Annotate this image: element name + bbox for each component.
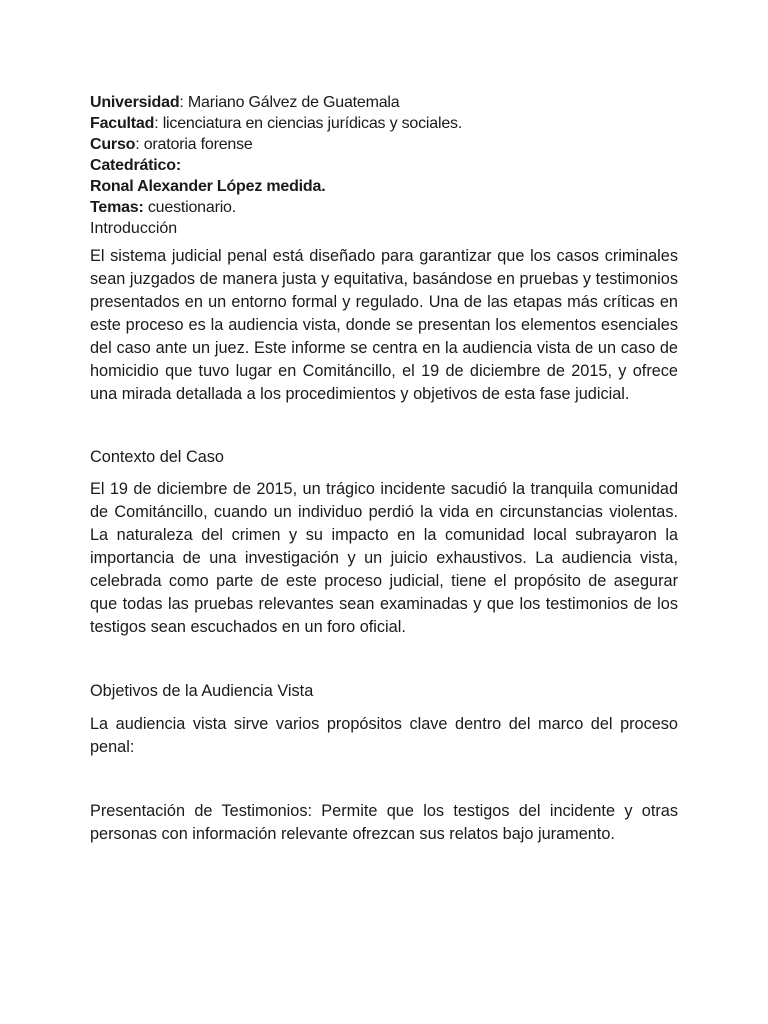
- university-label: Universidad: [90, 94, 180, 111]
- objectives-paragraph: La audiencia vista sirve varios propósitos clave dentro del marco del proceso penal:: [90, 715, 678, 756]
- context-heading: Contexto del Caso: [90, 448, 224, 466]
- intro-heading: Introducción: [90, 220, 178, 237]
- document-page: [90, 92, 678, 846]
- course-label: Curso: [90, 136, 136, 153]
- course-value: : oratoria forense: [135, 136, 253, 153]
- professor-name: Ronal Alexander López medida.: [90, 178, 326, 195]
- professor-label: Catedrático:: [90, 157, 181, 174]
- intro-paragraph: El sistema judicial penal está diseñado para garantizar que los casos criminales sean juzgados de manera justa y equitativa, basándose en pruebas y testimonios presentados en un entorno formal y regulado. Una de las etapas más críticas en este proceso es la audiencia vista, donde se presentan los elementos esenciales del caso ante un juez. Este informe se centra en la audiencia vista de un caso de homicidio que tuvo lugar en Comitáncillo, el 19 de diciembre de 2015, y ofrece una mirada detallada a los procedimientos y objetivos de esta fase judicial.: [90, 247, 678, 403]
- context-paragraph: El 19 de diciembre de 2015, un trágico incidente sacudió la tranquila comunidad de Comitáncillo, cuando un individuo perdió la vida en circunstancias violentas. La naturaleza del crimen y su impacto en la comunidad local subrayaron la importancia de una investigación y un juicio exhaustivos. La audiencia vista, celebrada como parte de este proceso judicial, tiene el propósito de asegurar que todas las pruebas relevantes sean examinadas y que los testimonios de los testigos sean escuchados en un foro oficial.: [90, 480, 678, 636]
- course-line: [90, 134, 678, 155]
- university-line: [90, 92, 678, 113]
- professor-name-line: [90, 176, 678, 197]
- topics-label: Temas:: [90, 199, 144, 216]
- faculty-line: [90, 113, 678, 134]
- objectives-heading: Objetivos de la Audiencia Vista: [90, 682, 314, 700]
- objective-item-testimonies: Presentación de Testimonios: Permite que los testigos del incidente y otras personas con información relevante ofrezcan sus relatos bajo juramento.: [90, 802, 678, 843]
- topics-line: [90, 197, 678, 218]
- faculty-value: : licenciatura en ciencias jurídicas y sociales.: [154, 115, 463, 132]
- topics-value: cuestionario.: [143, 199, 237, 216]
- professor-label-line: [90, 155, 678, 176]
- university-value: : Mariano Gálvez de Guatemala: [179, 94, 400, 111]
- faculty-label: Facultad: [90, 115, 155, 132]
- header-block: [90, 92, 678, 218]
